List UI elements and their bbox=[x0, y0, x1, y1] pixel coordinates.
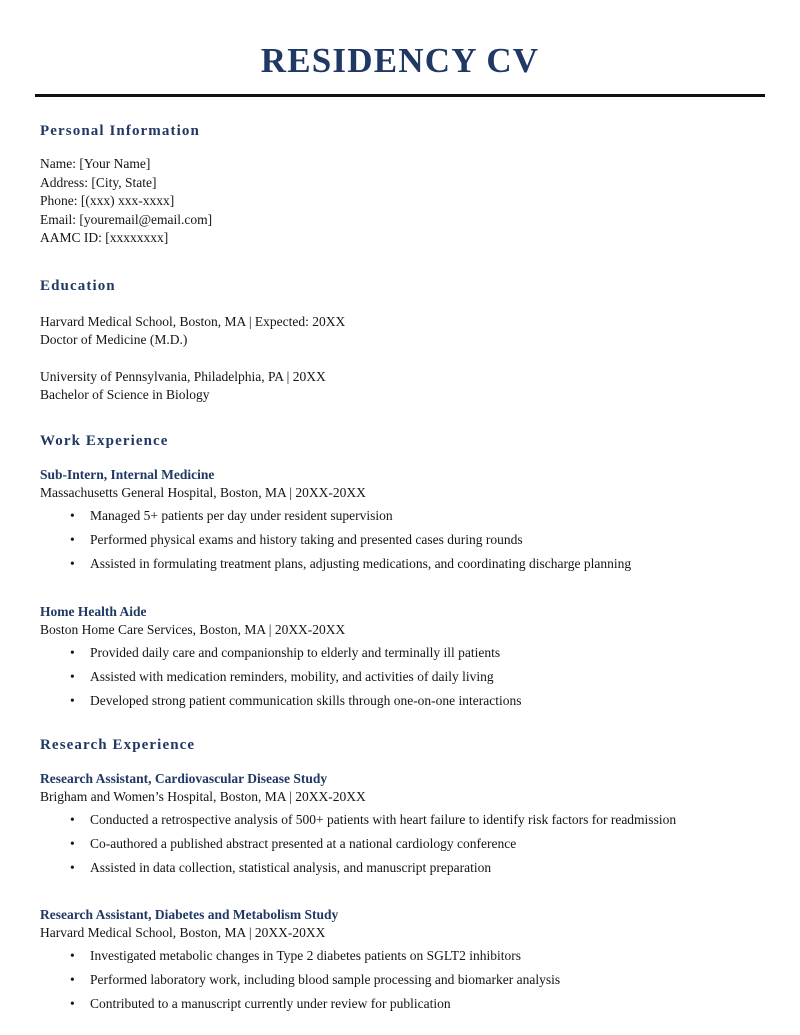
work-entry-meta: Massachusetts General Hospital, Boston, MA | 20XX-20XX bbox=[40, 484, 366, 500]
list-item-text: Assisted in formulating treatment plans, adjusting medications, and coordinating discharge planning bbox=[90, 555, 632, 571]
research-entry-meta: Brigham and Women’s Hospital, Boston, MA | 20XX-20XX bbox=[40, 788, 366, 804]
work-entry-bullets bbox=[40, 502, 765, 573]
list-item-text: Performed laboratory work, including blood sample processing and biomarker analysis bbox=[90, 971, 561, 987]
education-entry bbox=[40, 350, 765, 405]
list-item-text: Managed 5+ patients per day under resident supervision bbox=[90, 507, 393, 523]
list-item bbox=[40, 994, 765, 1013]
personal-information-lines bbox=[40, 140, 765, 248]
research-entry bbox=[40, 754, 765, 877]
education-degree: Doctor of Medicine (M.D.) bbox=[40, 332, 188, 348]
work-entry-title: Home Health Aide bbox=[40, 603, 147, 619]
research-entry bbox=[40, 877, 765, 1013]
bullet-icon: • bbox=[70, 971, 75, 987]
bullet-icon: • bbox=[70, 692, 75, 708]
bullet-icon: • bbox=[70, 668, 75, 684]
list-item bbox=[40, 834, 765, 853]
list-item-text: Contributed to a manuscript currently under review for publication bbox=[90, 995, 451, 1011]
personal-line-name: Name: [Your Name] bbox=[40, 156, 151, 172]
list-item-text: Conducted a retrospective analysis of 500+ patients with heart failure to identify risk factors for readmission bbox=[90, 811, 677, 827]
education-institution: University of Pennsylvania, Philadelphia, PA | 20XX bbox=[40, 368, 326, 384]
bullet-icon: • bbox=[70, 644, 75, 660]
section-heading-education: Education bbox=[40, 277, 116, 294]
list-item bbox=[40, 506, 765, 525]
bullet-icon: • bbox=[70, 531, 75, 547]
list-item-text: Performed physical exams and history taking and presented cases during rounds bbox=[90, 531, 523, 547]
bullet-icon: • bbox=[70, 995, 75, 1011]
research-entry-bullets bbox=[40, 942, 765, 1013]
list-item bbox=[40, 810, 765, 829]
personal-line-email: Email: [youremail@email.com] bbox=[40, 211, 213, 227]
list-item-text: Assisted with medication reminders, mobility, and activities of daily living bbox=[90, 668, 494, 684]
research-entry-meta: Harvard Medical School, Boston, MA | 20XX-20XX bbox=[40, 924, 326, 940]
list-item bbox=[40, 970, 765, 989]
work-entry-title: Sub-Intern, Internal Medicine bbox=[40, 466, 215, 482]
section-education bbox=[40, 248, 765, 405]
personal-line-phone: Phone: [(xxx) xxx-xxxx] bbox=[40, 193, 175, 209]
section-heading-work-experience: Work Experience bbox=[40, 432, 169, 449]
research-entry-title: Research Assistant, Cardiovascular Disease Study bbox=[40, 770, 328, 786]
bullet-icon: • bbox=[70, 859, 75, 875]
list-item bbox=[40, 667, 765, 686]
bullet-icon: • bbox=[70, 811, 75, 827]
bullet-icon: • bbox=[70, 835, 75, 851]
research-entry-bullets bbox=[40, 806, 765, 877]
work-entry-bullets bbox=[40, 639, 765, 710]
section-research-experience bbox=[40, 710, 765, 1013]
work-entry bbox=[40, 450, 765, 573]
personal-line-address: Address: [City, State] bbox=[40, 174, 157, 190]
section-work-experience bbox=[40, 405, 765, 710]
personal-line-aamc-id: AAMC ID: [xxxxxxxx] bbox=[40, 230, 169, 246]
research-entry-title: Research Assistant, Diabetes and Metabolism Study bbox=[40, 906, 339, 922]
list-item-text: Co-authored a published abstract presented at a national cardiology conference bbox=[90, 835, 517, 851]
list-item bbox=[40, 691, 765, 710]
list-item bbox=[40, 858, 765, 877]
work-entry-meta: Boston Home Care Services, Boston, MA | 20XX-20XX bbox=[40, 621, 346, 637]
cv-content bbox=[0, 97, 800, 1013]
page-title: RESIDENCY CV bbox=[260, 41, 540, 80]
education-entry bbox=[40, 295, 765, 350]
list-item bbox=[40, 946, 765, 965]
list-item-text: Assisted in data collection, statistical analysis, and manuscript preparation bbox=[90, 859, 492, 875]
list-item-text: Investigated metabolic changes in Type 2 diabetes patients on SGLT2 inhibitors bbox=[90, 947, 521, 963]
list-item-text: Developed strong patient communication skills through one-on-one interactions bbox=[90, 692, 522, 708]
section-heading-research-experience: Research Experience bbox=[40, 736, 196, 753]
list-item bbox=[40, 554, 765, 573]
section-personal-information bbox=[40, 97, 765, 248]
bullet-icon: • bbox=[70, 507, 75, 523]
bullet-icon: • bbox=[70, 947, 75, 963]
education-institution: Harvard Medical School, Boston, MA | Expected: 20XX bbox=[40, 313, 346, 329]
list-item-text: Provided daily care and companionship to elderly and terminally ill patients bbox=[90, 644, 501, 660]
bullet-icon: • bbox=[70, 555, 75, 571]
education-degree: Bachelor of Science in Biology bbox=[40, 387, 210, 403]
list-item bbox=[40, 530, 765, 549]
work-entry bbox=[40, 573, 765, 710]
section-heading-personal-information: Personal Information bbox=[40, 123, 200, 140]
list-item bbox=[40, 643, 765, 662]
